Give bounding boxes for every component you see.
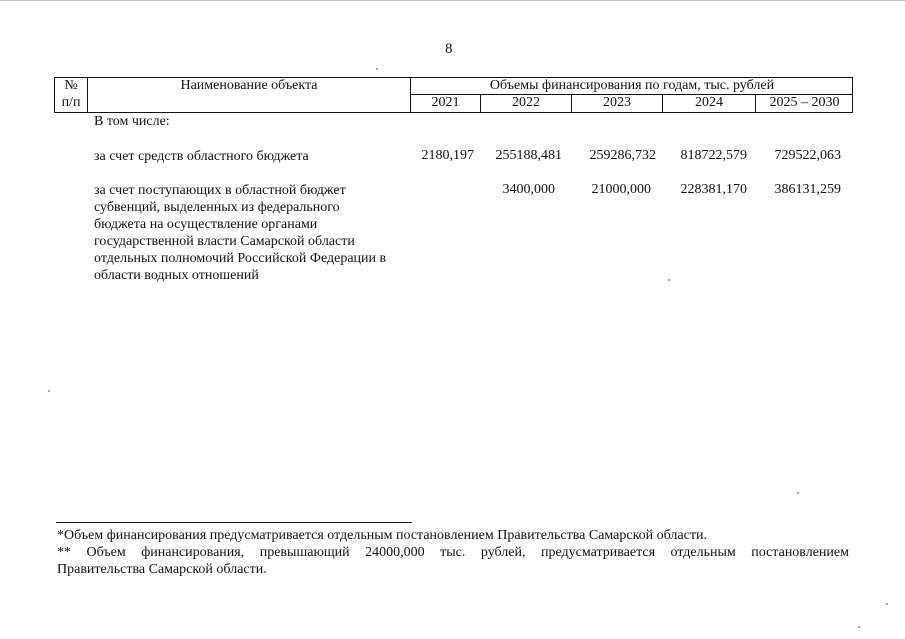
scan-speck [376, 68, 378, 70]
scan-speck [886, 603, 888, 605]
table-cell: 2180,197 [421, 148, 474, 163]
footnote-first: *Объем финансирования предусматривается отдельным постановлением Правительства Самарской области. [57, 528, 707, 543]
page-number: 8 [445, 41, 453, 57]
table-cell: 255188,481 [495, 148, 562, 163]
header-year-2021: 2021 [431, 95, 460, 110]
table-cell: 259286,732 [589, 148, 656, 163]
table-cell: 21000,000 [591, 182, 651, 197]
table-cell: 3400,000 [502, 182, 555, 197]
header-year-2023: 2023 [603, 95, 631, 110]
row-label-federal-subventions [94, 182, 414, 284]
table-cell: 228381,170 [680, 182, 747, 197]
header-financing: Объемы финансирования по годам, тыс. рублей [489, 78, 775, 93]
row-label-line: государственной власти Самарской области [94, 234, 355, 249]
header-year-2024: 2024 [695, 95, 723, 110]
header-year-2022: 2022 [512, 95, 540, 110]
footnote-second-line1: ** Объем финансирования, превышающий 24000,000 тыс. рублей, предусматривается отдельным постановлением [57, 545, 849, 560]
header-number-bottom: п/п [61, 95, 81, 110]
scan-speck [48, 390, 50, 392]
footnote-separator [56, 522, 412, 523]
row-label-line: отдельных полномочий Российской Федерации в [94, 251, 387, 266]
page-top-edge [0, 0, 905, 1]
table-cell: 729522,063 [774, 148, 841, 163]
scan-speck [797, 492, 799, 494]
scan-speck [668, 279, 670, 281]
row-label-line: области водных отношений [94, 268, 259, 283]
footnote-second-line2: Правительства Самарской области. [57, 562, 267, 577]
row-label-regional-budget: за счет средств областного бюджета [94, 149, 309, 164]
row-label-including: В том числе: [94, 114, 170, 129]
row-label-line: за счет поступающих в областной бюджет [94, 183, 346, 198]
header-number-top: № [64, 78, 78, 93]
table-header [54, 77, 853, 113]
header-year-2025-2030: 2025 – 2030 [769, 95, 840, 110]
table-cell: 386131,259 [774, 182, 841, 197]
table-cell: 818722,579 [680, 148, 747, 163]
row-label-line: бюджета на осуществление органами [94, 217, 318, 232]
scan-speck [858, 626, 860, 628]
row-label-line: субвенций, выделенных из федерального [94, 200, 340, 215]
header-object-name: Наименование объекта [180, 78, 318, 93]
